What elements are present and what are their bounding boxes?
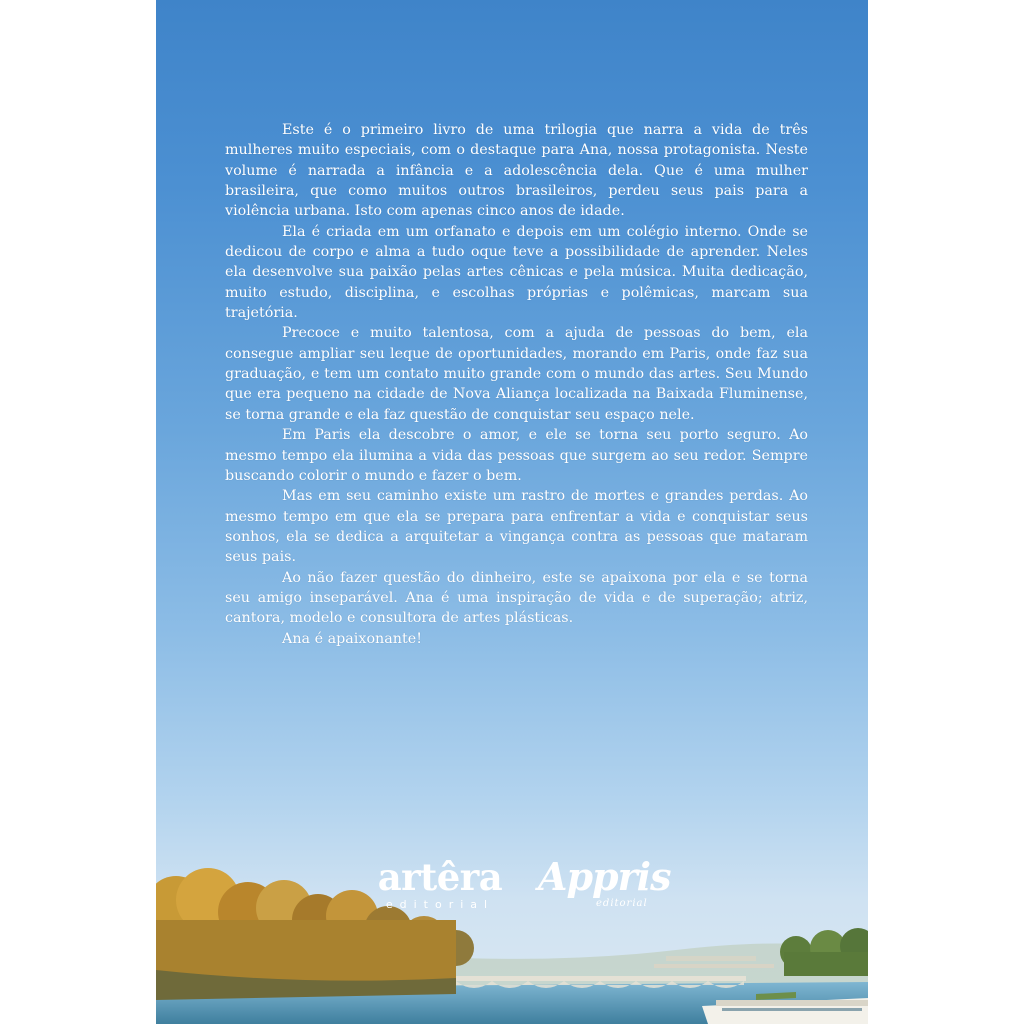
synopsis-paragraph-1: Este é o primeiro livro de uma trilogia que narra a vida de três mulheres muito especiais, com o destaque para Ana, nossa protagonista. Neste volume é narrada a infância e a adolescência dela. Que é uma mulher brasileira, que como muitos outros brasileiros, perdeu seus pais para a violência urbana. Isto com apenas cinco anos de idade.	[225, 122, 808, 220]
synopsis-paragraph-4: Em Paris ela descobre o amor, e ele se torna seu porto seguro. Ao mesmo tempo ela ilumina a vida das pessoas que surgem ao seu redor. Sempre buscando colorir o mundo e fazer o bem.	[225, 427, 808, 484]
appris-subtitle: editorial	[596, 898, 648, 909]
synopsis-text	[225, 120, 808, 649]
synopsis-paragraph-5: Mas em seu caminho existe um rastro de mortes e grandes perdas. Ao mesmo tempo em que ela se prepara para enfrentar a vida e conquistar seus sonhos, ela se dedica a arquitetar a vingança contra as pessoas que mataram seus pais.	[225, 488, 808, 566]
synopsis-paragraph-7: Ana é apaixonante!	[282, 630, 422, 647]
synopsis-paragraph-6: Ao não fazer questão do dinheiro, este se apaixona por ela e se torna seu amigo inseparável. Ana é uma inspiração de vida e de superação; atriz, cantora, modelo e consultora de artes plásticas.	[225, 569, 808, 627]
artera-wordmark: artêra	[377, 855, 503, 899]
appris-editorial-logo	[538, 854, 671, 916]
artera-editorial-logo	[370, 856, 510, 916]
appris-wordmark: Appris	[538, 854, 671, 899]
publisher-logos	[156, 850, 868, 920]
synopsis-paragraph-2: Ela é criada em um orfanato e depois em um colégio interno. Onde se dedicou de corpo e alma a tudo oque teve a possibilidade de aprender. Neles ela desenvolve sua paixão pelas artes cênicas e pela música. Muita dedicação, muito estudo, disciplina, e escolhas próprias e polêmicas, marcam sua trajetória.	[225, 223, 808, 322]
synopsis-paragraph-3: Precoce e muito talentosa, com a ajuda de pessoas do bem, ela consegue ampliar seu leque de oportunidades, morando em Paris, onde faz sua graduação, e tem um contato muito grande com o mundo das artes. Seu Mundo que era pequeno na cidade de Nova Aliança localizada na Baixada Fluminense, se torna grande e ela faz questão de conquistar seu espaço nele.	[225, 325, 808, 423]
artera-subtitle: editorial	[385, 898, 495, 911]
back-cover	[156, 0, 868, 1024]
